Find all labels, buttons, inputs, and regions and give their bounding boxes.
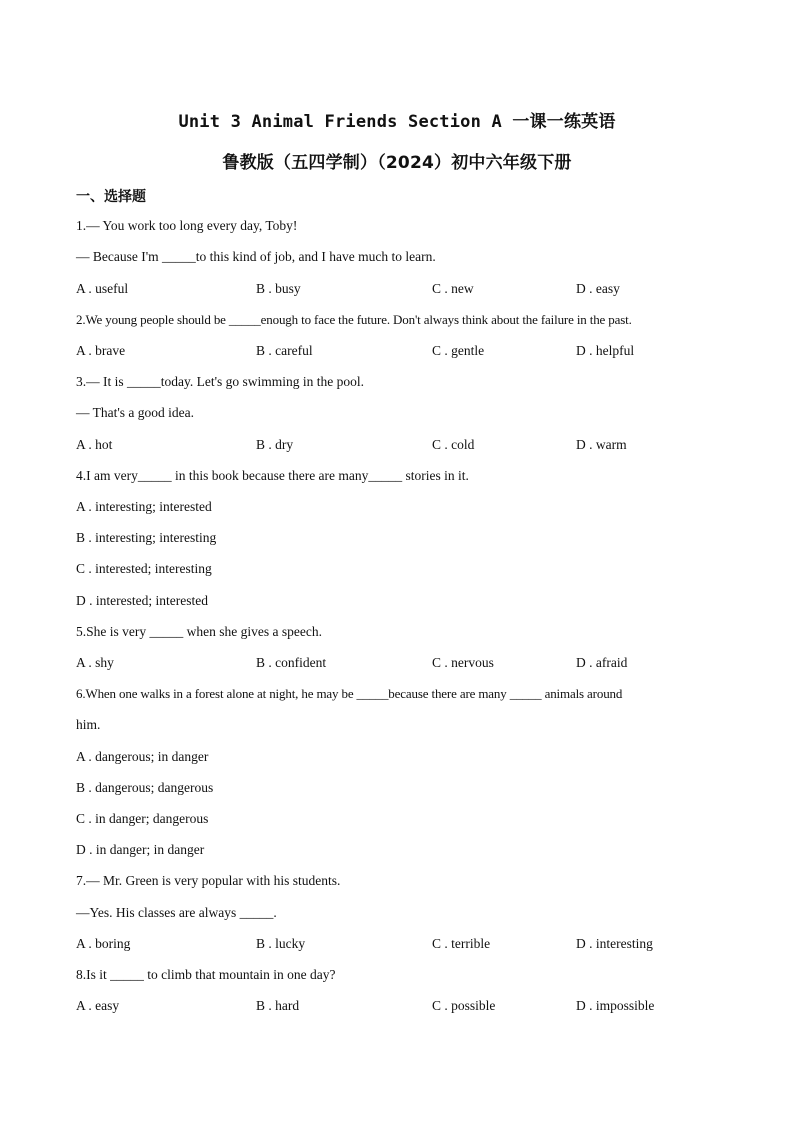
- question-4-option-d: D . interested; interested: [76, 593, 208, 608]
- question-3-option-b: B . dry: [256, 437, 294, 452]
- question-2-option-c: C . gentle: [432, 343, 485, 358]
- question-5-option-b: B . confident: [256, 655, 327, 670]
- question-1-option-a: A . useful: [76, 281, 129, 296]
- question-2-option-a: A . brave: [76, 343, 126, 358]
- question-3-stem-2: — That's a good idea.: [76, 405, 195, 420]
- question-7-option-a: A . boring: [76, 936, 131, 951]
- question-3-stem: 3.— It is _____today. Let's go swimming in the pool.: [76, 374, 365, 389]
- question-8-stem: 8.Is it _____ to climb that mountain in one day?: [76, 967, 336, 982]
- document-subtitle: 鲁教版（五四学制）（2024）初中六年级下册: [222, 153, 572, 173]
- question-7-option-d: D . interesting: [576, 936, 653, 951]
- question-5-option-d: D . afraid: [576, 655, 628, 670]
- question-6-stem-2: him.: [76, 717, 101, 732]
- question-1-option-d: D . easy: [576, 281, 620, 296]
- question-5-option-a: A . shy: [76, 655, 114, 670]
- question-4-stem: 4.I am very_____ in this book because there are many_____ stories in it.: [76, 468, 469, 483]
- question-1-stem: 1.— You work too long every day, Toby!: [76, 218, 298, 233]
- question-1-stem-2: — Because I'm _____to this kind of job, and I have much to learn.: [76, 249, 436, 264]
- question-6-option-a: A . dangerous; in danger: [76, 749, 209, 764]
- question-2-option-d: D . helpful: [576, 343, 635, 358]
- question-8-option-c: C . possible: [432, 998, 496, 1013]
- question-7-stem: 7.— Mr. Green is very popular with his students.: [76, 873, 341, 888]
- question-8-option-b: B . hard: [256, 998, 300, 1013]
- question-5-stem: 5.She is very _____ when she gives a speech.: [76, 624, 322, 639]
- question-6-option-d: D . in danger; in danger: [76, 842, 205, 857]
- question-1-option-b: B . busy: [256, 281, 301, 296]
- question-3-option-c: C . cold: [432, 437, 475, 452]
- question-7-option-c: C . terrible: [432, 936, 491, 951]
- question-4-option-b: B . interesting; interesting: [76, 530, 217, 545]
- section-heading: 一、选择题: [76, 189, 146, 205]
- question-2-stem: 2.We young people should be _____enough to face the future. Don't always think about the failure in the past.: [76, 312, 632, 327]
- question-6-stem: 6.When one walks in a forest alone at night, he may be _____because there are many _____ animals around: [76, 686, 623, 701]
- question-6-option-c: C . in danger; dangerous: [76, 811, 209, 826]
- question-4-option-c: C . interested; interesting: [76, 561, 212, 576]
- question-5-option-c: C . nervous: [432, 655, 494, 670]
- question-3-option-d: D . warm: [576, 437, 627, 452]
- question-6-option-b: B . dangerous; dangerous: [76, 780, 214, 795]
- question-4-option-a: A . interesting; interested: [76, 499, 212, 514]
- document-title: Unit 3 Animal Friends Section A 一课一练英语: [178, 112, 616, 132]
- question-7-stem-2: —Yes. His classes are always _____.: [76, 905, 277, 920]
- question-7-option-b: B . lucky: [256, 936, 306, 951]
- question-8-option-d: D . impossible: [576, 998, 655, 1013]
- question-2-option-b: B . careful: [256, 343, 313, 358]
- question-1-option-c: C . new: [432, 281, 474, 296]
- question-3-option-a: A . hot: [76, 437, 113, 452]
- question-8-option-a: A . easy: [76, 998, 120, 1013]
